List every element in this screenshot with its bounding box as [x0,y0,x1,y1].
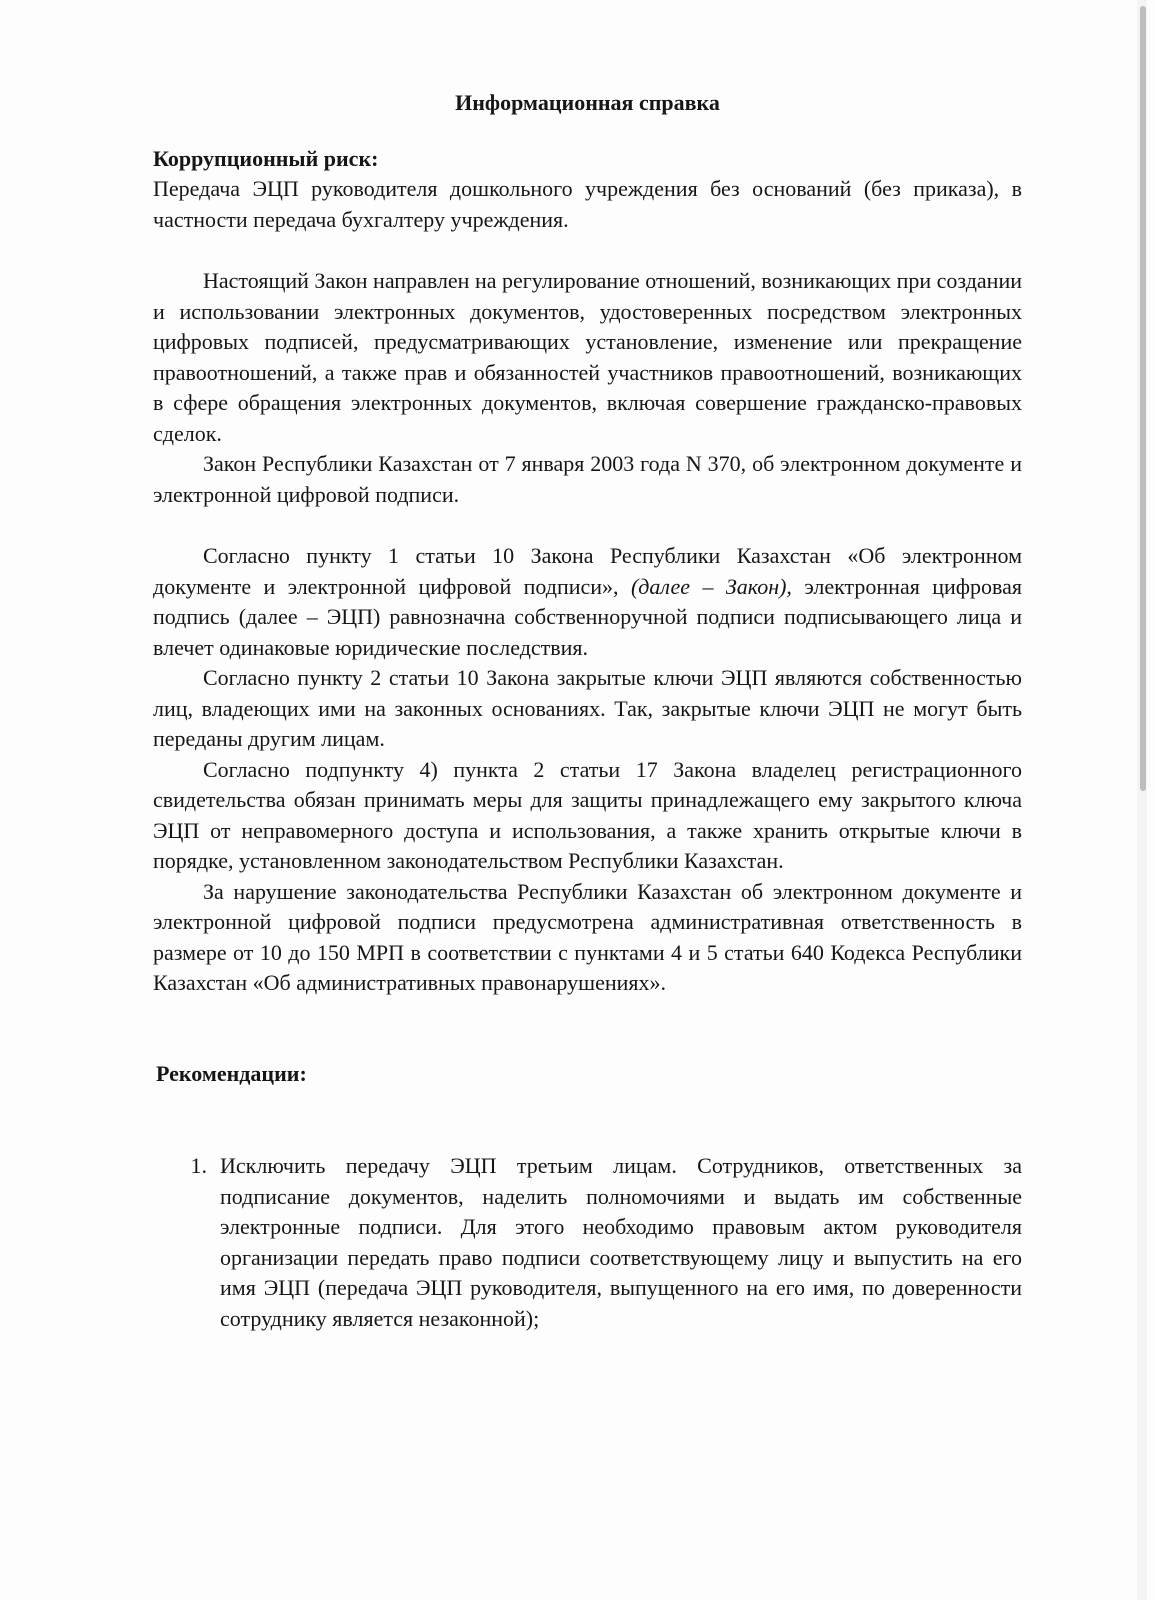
list-item [153,1151,1022,1334]
article10-p1-text-end: электронная цифровая подпись (далее – ЭЦП) равнозначна собственноручной подписи подписывающего лица и влечет одинаковые юридические последствия. [153,573,1022,660]
law-reference-paragraph: Закон Республики Казахстан от 7 января 2003 года N 370, об электронном документе и электронной цифровой подписи. [153,451,1022,507]
article17-paragraph: Согласно подпункту 4) пункта 2 статьи 17 Закона владелец регистрационного свидетельства обязан принимать меры для защиты принадлежащего ему закрытого ключа ЭЦП от неправомерного доступа и использования, а также хранить открытые ключи в порядке, установленном законодательством Республики Казахстан. [153,756,1022,873]
liability-paragraph: За нарушение законодательства Республики Казахстан об электронном документе и электронной цифровой подписи предусмотрена административная ответственность в размере от 10 до 150 МРП в соответствии с пунктами 4 и 5 статьи 640 Кодекса Республики Казахстан «Об административных правонарушениях». [153,878,1022,995]
risk-text: Передача ЭЦП руководителя дошкольного учреждения без оснований (без приказа), в частности передача бухгалтеру учреждения. [153,176,1022,232]
article10-p1-paragraph [153,541,1022,663]
article10-p2-paragraph: Согласно пункту 2 статьи 10 Закона закрытые ключи ЭЦП являются собственностью лиц, владеющих ими на законных основаниях. Так, закрытые ключи ЭЦП не могут быть переданы другим лицам. [153,665,1022,751]
recommendations-heading: Рекомендации: [156,1060,307,1086]
article10-p1-text: Согласно пункту 1 статьи 10 Закона Республики Казахстан «Об электронном документе и электронной цифровой подписи», [153,543,1022,599]
document-title: Информационная справка [455,90,720,115]
risk-heading: Коррупционный риск: [153,145,379,171]
scrollbar-thumb[interactable] [1140,6,1146,791]
list-item-text: Исключить передачу ЭЦП третьим лицам. Сотрудников, ответственных за подписание документов, наделить полномочиями и выдать им собственные электронные подписи. Для этого необходимо правовым актом руководителя организации передать право подписи соответствующему лицу и выпустить на его имя ЭЦП (передача ЭЦП руководителя, выпущенного на его имя, по доверенности сотруднику является незаконной); [220,1153,1022,1331]
law-purpose-paragraph: Настоящий Закон направлен на регулирование отношений, возникающих при создании и использовании электронных документов, удостоверенных посредством электронных цифровых подписей, предусматривающих установление, изменение или прекращение правоотношений, а также прав и обязанностей участников правоотношений, возникающих в сфере обращения электронных документов, включая совершение гражданско-правовых сделок. [153,268,1022,446]
recommendations-list [153,1151,1022,1334]
article10-p1-italic: (далее – Закон), [618,573,792,599]
document-body [153,88,1022,1334]
list-item-number: 1. [190,1153,207,1178]
